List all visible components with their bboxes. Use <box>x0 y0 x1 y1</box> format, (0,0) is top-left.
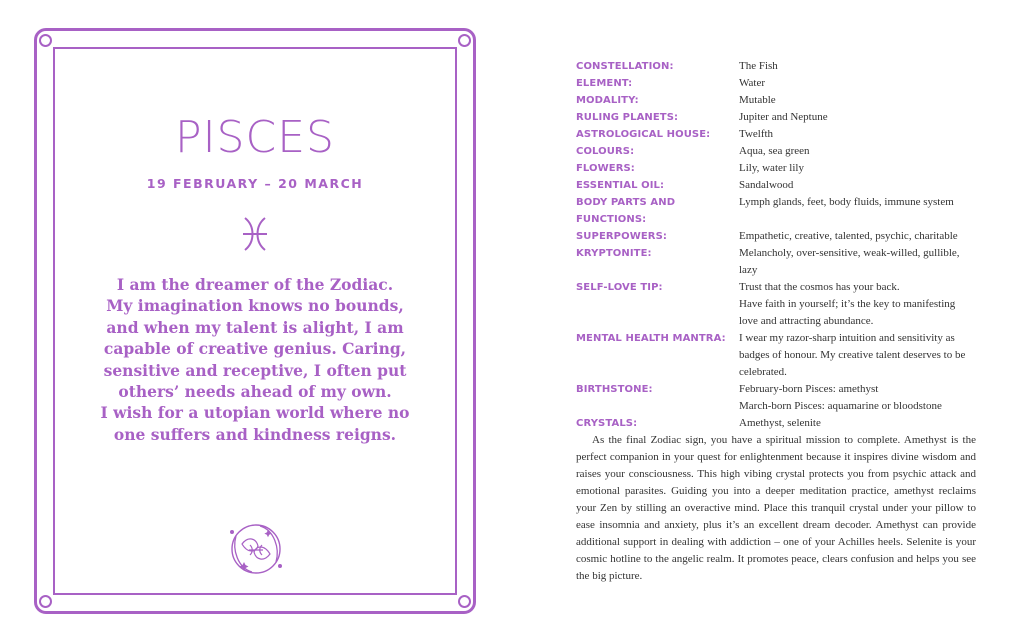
fact-label: RULING PLANETS: <box>576 112 679 123</box>
fact-value: Jupiter and Neptune <box>739 111 828 123</box>
pisces-fish-emblem-icon <box>222 516 290 582</box>
pisces-glyph-icon <box>239 216 271 252</box>
fact-label: SUPERPOWERS: <box>576 231 667 242</box>
sign-title: PISCES <box>175 112 335 163</box>
fact-value: Trust that the cosmos has your back. <box>739 281 900 293</box>
quote-line: capable of creative genius. Caring, <box>103 339 407 359</box>
fact-row-self-love-tip-continued <box>576 296 976 330</box>
date-range: 19 FEBRUARY – 20 MARCH <box>146 176 364 191</box>
fact-value: I wear my razor-sharp intuition and sensitivity as badges of honour. My creative talent deserves to be celebrated. <box>739 332 966 378</box>
fact-row-flowers <box>576 160 976 177</box>
fact-value: Water <box>739 77 765 89</box>
fact-value: February-born Pisces: amethyst <box>739 383 879 395</box>
fact-label: BODY PARTS AND FUNCTIONS: <box>576 197 676 225</box>
corner-dot-icon <box>458 595 471 608</box>
fact-row-crystals <box>576 415 976 432</box>
sign-facts <box>576 58 976 585</box>
fact-label: SELF-LOVE TIP: <box>576 282 663 293</box>
fact-value: Melancholy, over-sensitive, weak-willed, gullible, lazy <box>739 247 960 276</box>
fact-value: The Fish <box>739 60 778 72</box>
fact-value: Mutable <box>739 94 776 106</box>
fact-label: FLOWERS: <box>576 163 635 174</box>
fact-label: BIRTHSTONE: <box>576 384 653 395</box>
sign-quote <box>94 274 416 445</box>
fact-value: Lymph glands, feet, body fluids, immune system <box>739 196 954 208</box>
fact-row-element <box>576 75 976 92</box>
crystals-paragraph: As the final Zodiac sign, you have a spiritual mission to complete. Amethyst is the perfect companion in your quest for enlightenment because it inspires divine wisdom and raises your consciousness. This high vibing crystal protects you from psychic attack and emotional parasites. Guiding you into a deeper meditation practice, amethyst reclaims your Zen by stilling an overactive mind. Place this tranquil crystal under your pillow to ease insomnia and anxiety, plus it’s an excellent dream decoder. Amethyst can provide additional support in dealing with addiction – one of your Achilles heels. Selenite is your cosmic hotline to the angelic realm. It promotes peace, clears confusion and helps you see the big picture. <box>576 434 976 582</box>
fact-row-mental-health-mantra <box>576 330 976 381</box>
quote-line: sensitive and receptive, I often put <box>103 360 407 380</box>
fact-value: Sandalwood <box>739 179 794 191</box>
fact-row-body-parts <box>576 194 976 228</box>
fact-label: MENTAL HEALTH MANTRA: <box>576 333 726 344</box>
fact-label: ELEMENT: <box>576 78 633 89</box>
fact-value: March-born Pisces: aquamarine or bloodstone <box>739 400 942 412</box>
fact-row-modality <box>576 92 976 109</box>
fact-row-astrological-house <box>576 126 976 143</box>
fact-row-essential-oil <box>576 177 976 194</box>
corner-dot-icon <box>458 34 471 47</box>
quote-line: others’ needs ahead of my own. <box>118 382 392 402</box>
fact-value: Empathetic, creative, talented, psychic, charitable <box>739 230 958 242</box>
quote-line: and when my talent is alight, I am <box>106 317 404 337</box>
fact-label: KRYPTONITE: <box>576 248 652 259</box>
fact-row-colours <box>576 143 976 160</box>
fact-value: Twelfth <box>739 128 774 140</box>
fact-label: CONSTELLATION: <box>576 61 674 72</box>
fact-label: ESSENTIAL OIL: <box>576 180 665 191</box>
fact-row-self-love-tip <box>576 279 976 296</box>
fact-label: CRYSTALS: <box>576 418 638 429</box>
sign-card <box>34 28 476 614</box>
fact-value: Amethyst, selenite <box>739 417 821 429</box>
fact-value: Have faith in yourself; it’s the key to manifesting love and attracting abundance. <box>739 298 956 327</box>
fact-value: Aqua, sea green <box>739 145 810 157</box>
fact-label: ASTROLOGICAL HOUSE: <box>576 129 711 140</box>
fact-row-birthstone-continued <box>576 398 976 415</box>
fact-row-constellation <box>576 58 976 75</box>
fact-label: COLOURS: <box>576 146 635 157</box>
quote-line: I am the dreamer of the Zodiac. <box>116 275 394 294</box>
quote-line: My imagination knows no bounds, <box>106 296 404 316</box>
quote-line: I wish for a utopian world where no <box>100 403 410 423</box>
corner-dot-icon <box>39 595 52 608</box>
quote-line: one suffers and kindness reigns. <box>113 424 397 444</box>
fact-row-superpowers <box>576 228 976 245</box>
fact-row-kryptonite <box>576 245 976 279</box>
fact-row-birthstone <box>576 381 976 398</box>
corner-dot-icon <box>39 34 52 47</box>
fact-label: MODALITY: <box>576 95 639 106</box>
fact-row-ruling-planets <box>576 109 976 126</box>
fact-value: Lily, water lily <box>739 162 804 174</box>
